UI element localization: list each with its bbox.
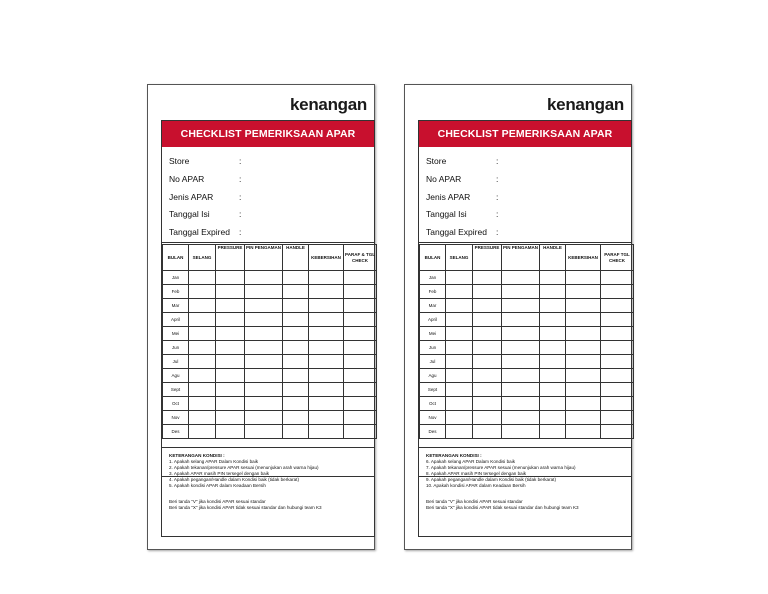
check-cell[interactable] bbox=[189, 425, 216, 439]
instruction-line: Beri tanda "X" jika kondisi APAR tidak sesuai standar dan hubungi team K3 bbox=[169, 505, 322, 510]
month-label: Mei bbox=[163, 327, 189, 341]
info-label: Store bbox=[426, 156, 447, 166]
table-row bbox=[163, 313, 377, 327]
check-cell[interactable] bbox=[566, 411, 601, 425]
info-colon: : bbox=[496, 192, 499, 202]
check-cell[interactable] bbox=[446, 383, 473, 397]
check-cell[interactable] bbox=[283, 383, 309, 397]
info-row-tanggal-isi[interactable] bbox=[426, 209, 499, 219]
check-cell[interactable] bbox=[344, 313, 377, 327]
info-row-no-apar[interactable] bbox=[169, 174, 242, 184]
check-cell[interactable] bbox=[566, 397, 601, 411]
check-cell[interactable] bbox=[473, 397, 502, 411]
check-cell[interactable] bbox=[309, 285, 344, 299]
check-cell[interactable] bbox=[473, 271, 502, 285]
info-label: No APAR bbox=[169, 174, 205, 184]
check-cell[interactable] bbox=[473, 313, 502, 327]
month-label: Oct bbox=[420, 397, 446, 411]
check-cell[interactable] bbox=[216, 327, 245, 341]
check-cell[interactable] bbox=[601, 341, 634, 355]
table-row bbox=[163, 299, 377, 313]
check-cell[interactable] bbox=[473, 369, 502, 383]
month-label: Nov bbox=[420, 411, 446, 425]
check-cell[interactable] bbox=[245, 411, 283, 425]
month-label: Des bbox=[163, 425, 189, 439]
check-cell[interactable] bbox=[502, 355, 540, 369]
info-row-store[interactable] bbox=[169, 156, 242, 166]
check-cell[interactable] bbox=[601, 383, 634, 397]
check-cell[interactable] bbox=[344, 341, 377, 355]
check-cell[interactable] bbox=[601, 369, 634, 383]
check-cell[interactable] bbox=[189, 383, 216, 397]
check-cell[interactable] bbox=[446, 397, 473, 411]
check-cell[interactable] bbox=[216, 383, 245, 397]
check-cell[interactable] bbox=[566, 327, 601, 341]
notes-heading: KETERANGAN KONDISI : bbox=[169, 453, 225, 458]
check-cell[interactable] bbox=[189, 411, 216, 425]
check-cell[interactable] bbox=[283, 355, 309, 369]
check-cell[interactable] bbox=[473, 355, 502, 369]
check-cell[interactable] bbox=[566, 341, 601, 355]
info-label: Tanggal Expired bbox=[426, 227, 487, 237]
check-cell[interactable] bbox=[216, 355, 245, 369]
check-cell[interactable] bbox=[502, 271, 540, 285]
check-cell[interactable] bbox=[540, 271, 566, 285]
check-cell[interactable] bbox=[446, 327, 473, 341]
notes-box bbox=[161, 447, 375, 537]
check-cell[interactable] bbox=[344, 299, 377, 313]
monthly-table bbox=[419, 244, 634, 439]
table-row bbox=[163, 411, 377, 425]
table-row bbox=[163, 327, 377, 341]
check-cell[interactable] bbox=[216, 369, 245, 383]
check-cell[interactable] bbox=[309, 271, 344, 285]
instruction-line: Beri tanda "V" jika kondisi APAR sesuai standar bbox=[426, 499, 523, 504]
month-label: Jan bbox=[420, 271, 446, 285]
info-colon: : bbox=[239, 227, 242, 237]
col-header-kebersihan: KEBERSIHAN bbox=[309, 245, 344, 271]
check-cell[interactable] bbox=[502, 313, 540, 327]
info-colon: : bbox=[496, 174, 499, 184]
check-cell[interactable] bbox=[601, 355, 634, 369]
check-cell[interactable] bbox=[245, 285, 283, 299]
check-cell[interactable] bbox=[189, 313, 216, 327]
table-row bbox=[420, 327, 634, 341]
instruction-line: Beri tanda "V" jika kondisi APAR sesuai standar bbox=[169, 499, 266, 504]
info-colon: : bbox=[496, 156, 499, 166]
check-cell[interactable] bbox=[540, 425, 566, 439]
info-row-jenis-apar[interactable] bbox=[426, 192, 499, 202]
info-colon: : bbox=[239, 209, 242, 219]
check-cell[interactable] bbox=[283, 341, 309, 355]
month-label: Jun bbox=[420, 341, 446, 355]
monthly-grid bbox=[161, 242, 377, 478]
check-cell[interactable] bbox=[502, 397, 540, 411]
info-colon: : bbox=[496, 209, 499, 219]
check-cell[interactable] bbox=[189, 355, 216, 369]
check-cell[interactable] bbox=[344, 411, 377, 425]
table-row bbox=[420, 271, 634, 285]
check-cell[interactable] bbox=[245, 341, 283, 355]
info-label: Jenis APAR bbox=[169, 192, 214, 202]
check-cell[interactable] bbox=[283, 411, 309, 425]
note-line: 4. Apakah pegangan/Handle dalam Kondisi baik (tidak berkarat) bbox=[169, 477, 299, 482]
note-line: 6. Apakah selang APAR Dalam Kondisi baik bbox=[426, 459, 516, 464]
table-row bbox=[420, 397, 634, 411]
check-cell[interactable] bbox=[309, 313, 344, 327]
check-cell[interactable] bbox=[446, 369, 473, 383]
check-cell[interactable] bbox=[189, 327, 216, 341]
check-cell[interactable] bbox=[540, 355, 566, 369]
info-row-store[interactable] bbox=[426, 156, 499, 166]
check-cell[interactable] bbox=[309, 327, 344, 341]
table-row bbox=[163, 285, 377, 299]
check-cell[interactable] bbox=[283, 285, 309, 299]
table-row bbox=[163, 425, 377, 439]
check-cell[interactable] bbox=[283, 425, 309, 439]
info-label: Tanggal Isi bbox=[426, 209, 467, 219]
info-colon: : bbox=[496, 227, 499, 237]
check-cell[interactable] bbox=[446, 299, 473, 313]
instruction-line: Beri tanda "X" jika kondisi APAR tidak sesuai standar dan hubungi team K3 bbox=[426, 505, 579, 510]
info-row-tanggal-expired[interactable] bbox=[426, 227, 499, 237]
check-cell[interactable] bbox=[446, 355, 473, 369]
month-label: Feb bbox=[163, 285, 189, 299]
table-row bbox=[420, 355, 634, 369]
notes-heading: KETERANGAN KONDISI : bbox=[426, 453, 482, 458]
info-label: No APAR bbox=[426, 174, 462, 184]
checklist-title: CHECKLIST PEMERIKSAAN APAR bbox=[419, 121, 631, 147]
check-cell[interactable] bbox=[540, 313, 566, 327]
table-row bbox=[163, 271, 377, 285]
month-label: Mar bbox=[420, 299, 446, 313]
table-row bbox=[420, 299, 634, 313]
check-cell[interactable] bbox=[189, 369, 216, 383]
check-cell[interactable] bbox=[344, 285, 377, 299]
check-cell[interactable] bbox=[189, 397, 216, 411]
check-cell[interactable] bbox=[540, 327, 566, 341]
check-cell[interactable] bbox=[283, 397, 309, 411]
table-row bbox=[420, 425, 634, 439]
table-row bbox=[163, 397, 377, 411]
col-header-handle: HANDLE bbox=[283, 245, 309, 271]
month-label: Sept bbox=[163, 383, 189, 397]
info-row-tanggal-expired[interactable] bbox=[169, 227, 242, 237]
check-cell[interactable] bbox=[446, 313, 473, 327]
check-cell[interactable] bbox=[283, 271, 309, 285]
info-colon: : bbox=[239, 156, 242, 166]
check-cell[interactable] bbox=[566, 285, 601, 299]
table-row bbox=[163, 369, 377, 383]
month-label: Mei bbox=[420, 327, 446, 341]
check-cell[interactable] bbox=[309, 411, 344, 425]
month-label: Jun bbox=[163, 341, 189, 355]
check-cell[interactable] bbox=[566, 271, 601, 285]
check-cell[interactable] bbox=[502, 327, 540, 341]
check-cell[interactable] bbox=[309, 383, 344, 397]
check-cell[interactable] bbox=[245, 271, 283, 285]
check-cell[interactable] bbox=[309, 341, 344, 355]
info-row-no-apar[interactable] bbox=[426, 174, 499, 184]
monthly-table bbox=[162, 244, 377, 439]
check-cell[interactable] bbox=[216, 425, 245, 439]
check-cell[interactable] bbox=[245, 369, 283, 383]
check-cell[interactable] bbox=[344, 397, 377, 411]
check-cell[interactable] bbox=[540, 383, 566, 397]
check-cell[interactable] bbox=[446, 411, 473, 425]
check-cell[interactable] bbox=[216, 271, 245, 285]
month-label: Jul bbox=[420, 355, 446, 369]
check-cell[interactable] bbox=[344, 327, 377, 341]
check-cell[interactable] bbox=[502, 341, 540, 355]
check-cell[interactable] bbox=[473, 411, 502, 425]
check-cell[interactable] bbox=[601, 327, 634, 341]
check-cell[interactable] bbox=[245, 397, 283, 411]
check-cell[interactable] bbox=[502, 285, 540, 299]
col-header-selang: SELANG bbox=[189, 245, 216, 271]
note-line: 2. Apakah tekanan/pressure APAR sesuai (menunjukan arah warna hijau) bbox=[169, 465, 319, 470]
check-cell[interactable] bbox=[566, 299, 601, 313]
check-cell[interactable] bbox=[245, 425, 283, 439]
note-line: 9. Apakah pegangan/Handle dalam Kondisi baik (tidak berkarat) bbox=[426, 477, 556, 482]
note-line: 1. Apakah selang APAR Dalam Kondisi baik bbox=[169, 459, 259, 464]
note-line: 3. Apakah APAR masih PIN tersegel dengan baik bbox=[169, 471, 270, 476]
check-cell[interactable] bbox=[601, 425, 634, 439]
col-header-pressure: PRESSURE bbox=[473, 245, 502, 271]
col-header-paraf: PARAF TGL CHECK bbox=[601, 245, 634, 271]
info-label: Tanggal Isi bbox=[169, 209, 210, 219]
check-cell[interactable] bbox=[245, 355, 283, 369]
note-line: 10. Apakah kondisi APAR dalam Keadaan Bersih bbox=[426, 483, 526, 488]
check-cell[interactable] bbox=[216, 341, 245, 355]
check-cell[interactable] bbox=[566, 383, 601, 397]
check-cell[interactable] bbox=[446, 285, 473, 299]
check-cell[interactable] bbox=[283, 299, 309, 313]
brand-logo: kenangan bbox=[547, 95, 624, 114]
check-cell[interactable] bbox=[502, 425, 540, 439]
month-label: Oct bbox=[163, 397, 189, 411]
checklist-form bbox=[418, 120, 632, 477]
check-cell[interactable] bbox=[283, 369, 309, 383]
table-row bbox=[420, 341, 634, 355]
check-cell[interactable] bbox=[473, 327, 502, 341]
info-section bbox=[419, 147, 631, 243]
check-cell[interactable] bbox=[245, 313, 283, 327]
check-cell[interactable] bbox=[446, 271, 473, 285]
check-cell[interactable] bbox=[540, 411, 566, 425]
check-cell[interactable] bbox=[502, 299, 540, 313]
check-cell[interactable] bbox=[344, 383, 377, 397]
table-row bbox=[163, 383, 377, 397]
month-label: Jan bbox=[163, 271, 189, 285]
month-label: Des bbox=[420, 425, 446, 439]
table-row bbox=[420, 369, 634, 383]
table-row bbox=[163, 341, 377, 355]
check-cell[interactable] bbox=[344, 369, 377, 383]
checklist-card-right bbox=[404, 84, 632, 550]
col-header-pin-pengaman: PIN PENGAMAN bbox=[502, 245, 540, 271]
check-cell[interactable] bbox=[502, 369, 540, 383]
table-row bbox=[420, 383, 634, 397]
table-row bbox=[420, 285, 634, 299]
check-cell[interactable] bbox=[245, 327, 283, 341]
check-cell[interactable] bbox=[601, 271, 634, 285]
check-cell[interactable] bbox=[216, 313, 245, 327]
info-row-jenis-apar[interactable] bbox=[169, 192, 242, 202]
check-cell[interactable] bbox=[540, 285, 566, 299]
info-section bbox=[162, 147, 374, 243]
month-label: April bbox=[163, 313, 189, 327]
check-cell[interactable] bbox=[540, 341, 566, 355]
check-cell[interactable] bbox=[473, 285, 502, 299]
check-cell[interactable] bbox=[473, 341, 502, 355]
check-cell[interactable] bbox=[502, 383, 540, 397]
info-label: Store bbox=[169, 156, 190, 166]
check-cell[interactable] bbox=[283, 327, 309, 341]
month-label: Sept bbox=[420, 383, 446, 397]
check-cell[interactable] bbox=[601, 313, 634, 327]
check-cell[interactable] bbox=[601, 411, 634, 425]
check-cell[interactable] bbox=[473, 299, 502, 313]
checklist-title: CHECKLIST PEMERIKSAAN APAR bbox=[162, 121, 374, 147]
month-label: Agu bbox=[163, 369, 189, 383]
check-cell[interactable] bbox=[189, 299, 216, 313]
check-cell[interactable] bbox=[309, 355, 344, 369]
check-cell[interactable] bbox=[309, 369, 344, 383]
info-label: Tanggal Expired bbox=[169, 227, 230, 237]
col-header-bulan: BULAN bbox=[420, 245, 446, 271]
check-cell[interactable] bbox=[473, 383, 502, 397]
check-cell[interactable] bbox=[540, 397, 566, 411]
month-label: Agu bbox=[420, 369, 446, 383]
check-cell[interactable] bbox=[446, 425, 473, 439]
col-header-handle: HANDLE bbox=[540, 245, 566, 271]
info-colon: : bbox=[239, 192, 242, 202]
check-cell[interactable] bbox=[344, 425, 377, 439]
check-cell[interactable] bbox=[189, 285, 216, 299]
check-cell[interactable] bbox=[344, 271, 377, 285]
check-cell[interactable] bbox=[566, 355, 601, 369]
check-cell[interactable] bbox=[245, 299, 283, 313]
check-cell[interactable] bbox=[446, 341, 473, 355]
check-cell[interactable] bbox=[502, 411, 540, 425]
monthly-grid bbox=[418, 242, 634, 478]
note-line: 7. Apakah tekanan/pressure APAR sesuai (menunjukan arah warna hijau) bbox=[426, 465, 576, 470]
col-header-pin-pengaman: PIN PENGAMAN bbox=[245, 245, 283, 271]
col-header-paraf: PARAF & TGL CHECK bbox=[344, 245, 377, 271]
month-label: Feb bbox=[420, 285, 446, 299]
month-label: April bbox=[420, 313, 446, 327]
check-cell[interactable] bbox=[540, 299, 566, 313]
check-cell[interactable] bbox=[566, 369, 601, 383]
info-colon: : bbox=[239, 174, 242, 184]
check-cell[interactable] bbox=[601, 397, 634, 411]
check-cell[interactable] bbox=[566, 425, 601, 439]
check-cell[interactable] bbox=[309, 397, 344, 411]
check-cell[interactable] bbox=[283, 313, 309, 327]
col-header-bulan: BULAN bbox=[163, 245, 189, 271]
month-label: Nov bbox=[163, 411, 189, 425]
check-cell[interactable] bbox=[309, 299, 344, 313]
check-cell[interactable] bbox=[216, 285, 245, 299]
check-cell[interactable] bbox=[309, 425, 344, 439]
month-label: Mar bbox=[163, 299, 189, 313]
check-cell[interactable] bbox=[540, 369, 566, 383]
check-cell[interactable] bbox=[189, 341, 216, 355]
table-row bbox=[420, 411, 634, 425]
checklist-form bbox=[161, 120, 375, 477]
check-cell[interactable] bbox=[216, 299, 245, 313]
brand-logo: kenangan bbox=[290, 95, 367, 114]
check-cell[interactable] bbox=[344, 355, 377, 369]
notes-box bbox=[418, 447, 632, 537]
checklist-card-left bbox=[147, 84, 375, 550]
check-cell[interactable] bbox=[245, 383, 283, 397]
check-cell[interactable] bbox=[189, 271, 216, 285]
table-row bbox=[163, 355, 377, 369]
check-cell[interactable] bbox=[601, 299, 634, 313]
check-cell[interactable] bbox=[216, 397, 245, 411]
check-cell[interactable] bbox=[216, 411, 245, 425]
check-cell[interactable] bbox=[473, 425, 502, 439]
col-header-selang: SELANG bbox=[446, 245, 473, 271]
month-label: Jul bbox=[163, 355, 189, 369]
col-header-pressure: PRESSURE bbox=[216, 245, 245, 271]
table-row bbox=[420, 313, 634, 327]
check-cell[interactable] bbox=[566, 313, 601, 327]
check-cell[interactable] bbox=[601, 285, 634, 299]
info-label: Jenis APAR bbox=[426, 192, 471, 202]
info-row-tanggal-isi[interactable] bbox=[169, 209, 242, 219]
col-header-kebersihan: KEBERSIHAN bbox=[566, 245, 601, 271]
note-line: 8. Apakah APAR masih PIN tersegel dengan baik bbox=[426, 471, 527, 476]
note-line: 5. Apakah kondisi APAR dalam Keadaan Bersih bbox=[169, 483, 266, 488]
